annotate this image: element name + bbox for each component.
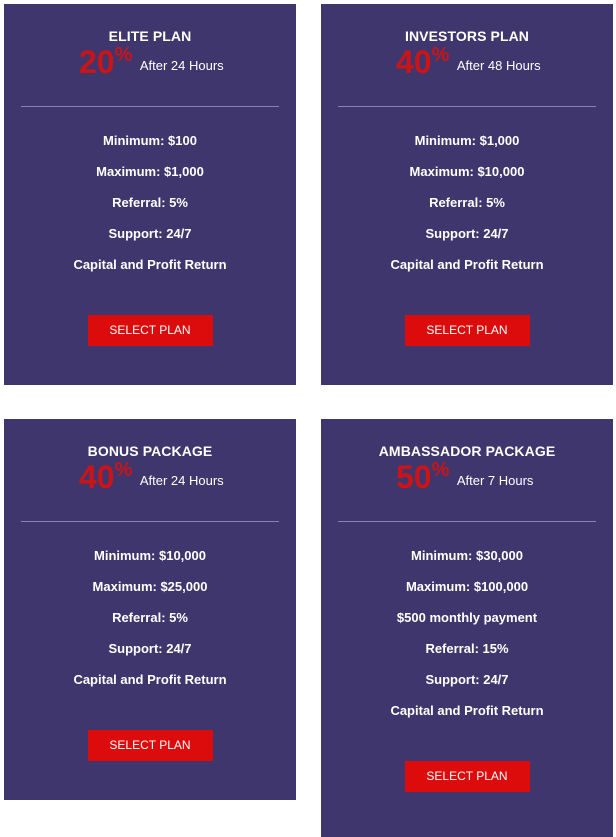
feature-return: Capital and Profit Return (390, 257, 544, 272)
plan-rate (4, 46, 296, 86)
select-plan-button[interactable]: SELECT PLAN (88, 315, 213, 346)
rate-value: 20 (79, 44, 115, 80)
feature-referral: Referral: 5% (112, 195, 188, 210)
pricing-card-investors (321, 4, 613, 385)
rate-value: 40 (79, 459, 115, 495)
percent-symbol: % (114, 44, 133, 66)
pricing-card-ambassador (321, 419, 613, 837)
divider (21, 106, 279, 107)
plan-rate (321, 46, 613, 86)
feature-list (4, 548, 296, 703)
select-plan-button[interactable]: SELECT PLAN (405, 315, 530, 346)
feature-minimum: Minimum: $1,000 (414, 133, 520, 148)
feature-return: Capital and Profit Return (390, 703, 544, 718)
rate-period: After 7 Hours (456, 473, 534, 488)
feature-minimum: Minimum: $30,000 (411, 548, 523, 563)
feature-maximum: Maximum: $100,000 (405, 579, 529, 594)
plan-title: ELITE PLAN (108, 28, 192, 44)
divider (338, 106, 596, 107)
plan-rate (4, 461, 296, 501)
rate-period: After 24 Hours (139, 58, 224, 73)
percent-symbol: % (431, 459, 450, 481)
select-plan-button[interactable]: SELECT PLAN (88, 730, 213, 761)
select-plan-button[interactable]: SELECT PLAN (405, 761, 530, 792)
feature-list (321, 133, 613, 288)
feature-minimum: Minimum: $10,000 (94, 548, 206, 563)
percent-symbol: % (114, 459, 133, 481)
feature-return: Capital and Profit Return (73, 672, 227, 687)
feature-maximum: Maximum: $25,000 (92, 579, 208, 594)
pricing-card-bonus (4, 419, 296, 800)
divider (21, 521, 279, 522)
percent-symbol: % (431, 44, 450, 66)
plan-title: AMBASSADOR PACKAGE (378, 443, 556, 459)
feature-return: Capital and Profit Return (73, 257, 227, 272)
rate-value: 40 (396, 44, 432, 80)
feature-referral: Referral: 5% (112, 610, 188, 625)
feature-support: Support: 24/7 (108, 641, 192, 656)
feature-support: Support: 24/7 (108, 226, 192, 241)
divider (338, 521, 596, 522)
feature-list (321, 548, 613, 734)
feature-referral: Referral: 15% (425, 641, 509, 656)
plan-title: INVESTORS PLAN (404, 28, 530, 44)
rate-value: 50 (396, 459, 432, 495)
feature-maximum: Maximum: $1,000 (96, 164, 204, 179)
plan-title: BONUS PACKAGE (87, 443, 213, 459)
feature-referral: Referral: 5% (429, 195, 505, 210)
feature-maximum: Maximum: $10,000 (409, 164, 525, 179)
feature-support: Support: 24/7 (425, 226, 509, 241)
rate-period: After 24 Hours (139, 473, 224, 488)
feature-minimum: Minimum: $100 (103, 133, 197, 148)
feature-support: Support: 24/7 (425, 672, 509, 687)
feature-monthly-payment: $500 monthly payment (396, 610, 538, 625)
rate-period: After 48 Hours (456, 58, 541, 73)
feature-list (4, 133, 296, 288)
plan-rate (321, 461, 613, 501)
pricing-card-elite (4, 4, 296, 385)
